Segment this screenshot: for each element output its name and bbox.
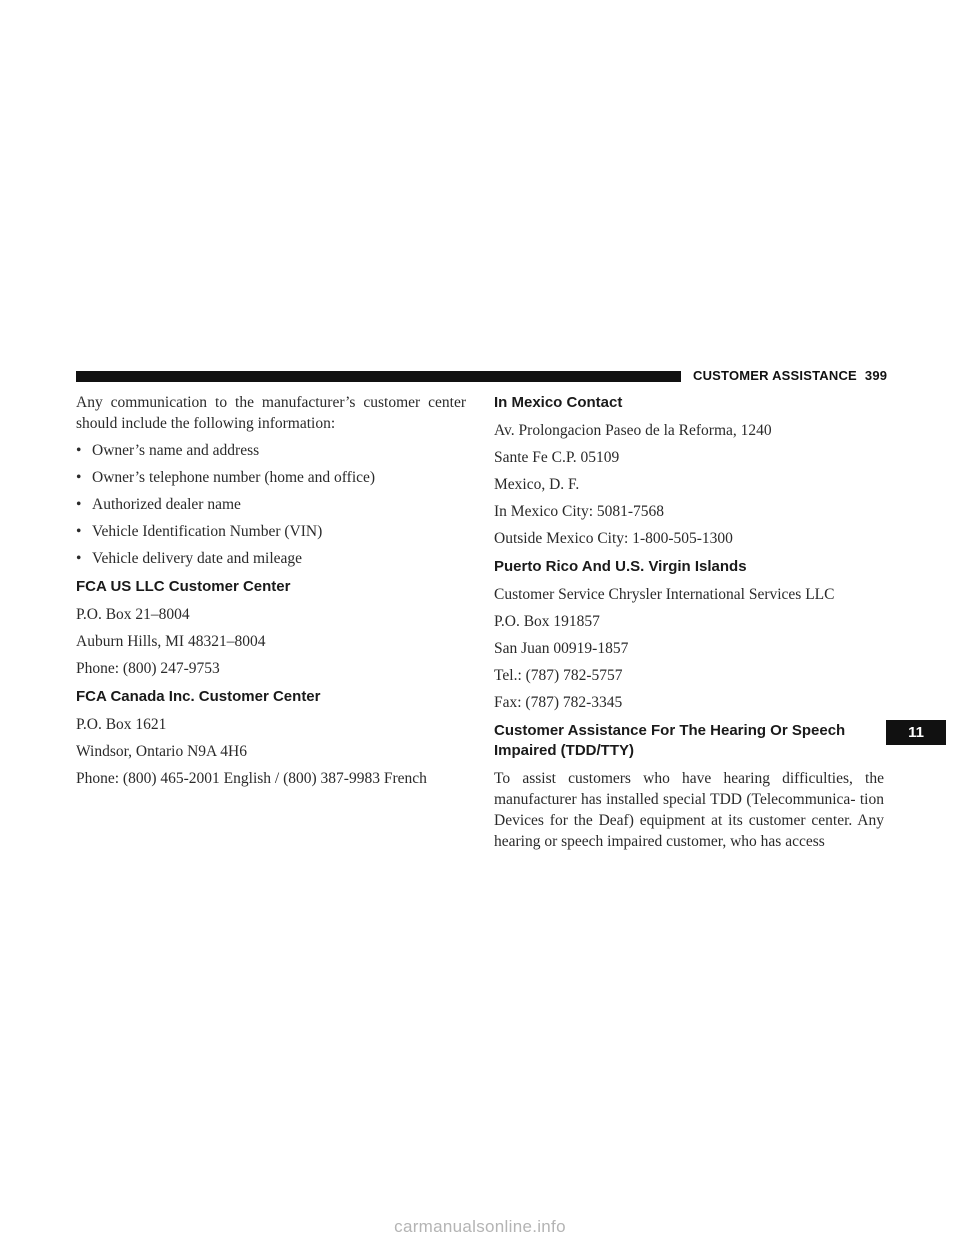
running-header bbox=[693, 368, 887, 383]
puerto-rico-heading: Puerto Rico And U.S. Virgin Islands bbox=[494, 558, 747, 575]
bullet-icon: • bbox=[76, 550, 82, 567]
list-item: • Vehicle Identification Number (VIN) bbox=[76, 523, 323, 540]
puerto-rico-pobox: P.O. Box 191857 bbox=[494, 613, 600, 630]
intro-paragraph: Any communication to the manufacturer’s customer center should include the following information: bbox=[76, 394, 466, 432]
mexico-address: Av. Prolongacion Paseo de la Reforma, 1240 bbox=[494, 422, 772, 439]
puerto-rico-city: San Juan 00919-1857 bbox=[494, 640, 629, 657]
mexico-city-phone: In Mexico City: 5081-7568 bbox=[494, 503, 665, 520]
hearing-heading-line1: Customer Assistance For The Hearing Or Speech bbox=[494, 722, 846, 739]
left-column bbox=[76, 392, 466, 795]
page-number: 399 bbox=[864, 368, 888, 383]
header-rule bbox=[76, 371, 681, 382]
fca-us-phone: Phone: (800) 247-9753 bbox=[76, 660, 220, 677]
mexico-heading: In Mexico Contact bbox=[494, 394, 623, 411]
bullet-icon: • bbox=[76, 469, 82, 486]
fca-us-heading: FCA US LLC Customer Center bbox=[76, 578, 291, 595]
list-item: • Owner’s telephone number (home and office) bbox=[76, 469, 376, 486]
fca-canada-heading: FCA Canada Inc. Customer Center bbox=[76, 688, 321, 705]
info-bullet-list bbox=[76, 440, 466, 569]
list-item: • Owner’s name and address bbox=[76, 442, 260, 459]
puerto-rico-company: Customer Service Chrysler International Services LLC bbox=[494, 586, 835, 603]
fca-canada-city: Windsor, Ontario N9A 4H6 bbox=[76, 743, 247, 760]
fca-canada-pobox: P.O. Box 1621 bbox=[76, 716, 167, 733]
mexico-postal: Sante Fe C.P. 05109 bbox=[494, 449, 620, 466]
watermark: carmanualsonline.info bbox=[394, 1217, 566, 1236]
fca-us-city: Auburn Hills, MI 48321–8004 bbox=[76, 633, 266, 650]
puerto-rico-tel: Tel.: (787) 782-5757 bbox=[494, 667, 623, 684]
bullet-icon: • bbox=[76, 496, 82, 513]
section-title: CUSTOMER ASSISTANCE bbox=[693, 368, 857, 383]
mexico-city: Mexico, D. F. bbox=[494, 476, 580, 493]
mexico-outside-phone: Outside Mexico City: 1-800-505-1300 bbox=[494, 530, 733, 547]
hearing-heading-line2: Impaired (TDD/TTY) bbox=[494, 742, 635, 759]
chapter-tab: 11 bbox=[886, 720, 946, 745]
hearing-heading bbox=[494, 721, 884, 761]
list-item: • Authorized dealer name bbox=[76, 496, 241, 513]
fca-us-pobox: P.O. Box 21–8004 bbox=[76, 606, 190, 623]
bullet-icon: • bbox=[76, 442, 82, 459]
list-item: • Vehicle delivery date and mileage bbox=[76, 550, 303, 567]
hearing-paragraph: To assist customers who have hearing difficulties, the manufacturer has installed special TDD (Telecommunica- tion Devices for the Deaf) equipment at its customer center. Any hearing or speech impaired customer, who has access bbox=[494, 770, 884, 850]
bullet-icon: • bbox=[76, 523, 82, 540]
fca-canada-phone: Phone: (800) 465-2001 English / (800) 387-9983 French bbox=[76, 770, 427, 787]
right-column bbox=[494, 392, 884, 858]
puerto-rico-fax: Fax: (787) 782-3345 bbox=[494, 694, 623, 711]
